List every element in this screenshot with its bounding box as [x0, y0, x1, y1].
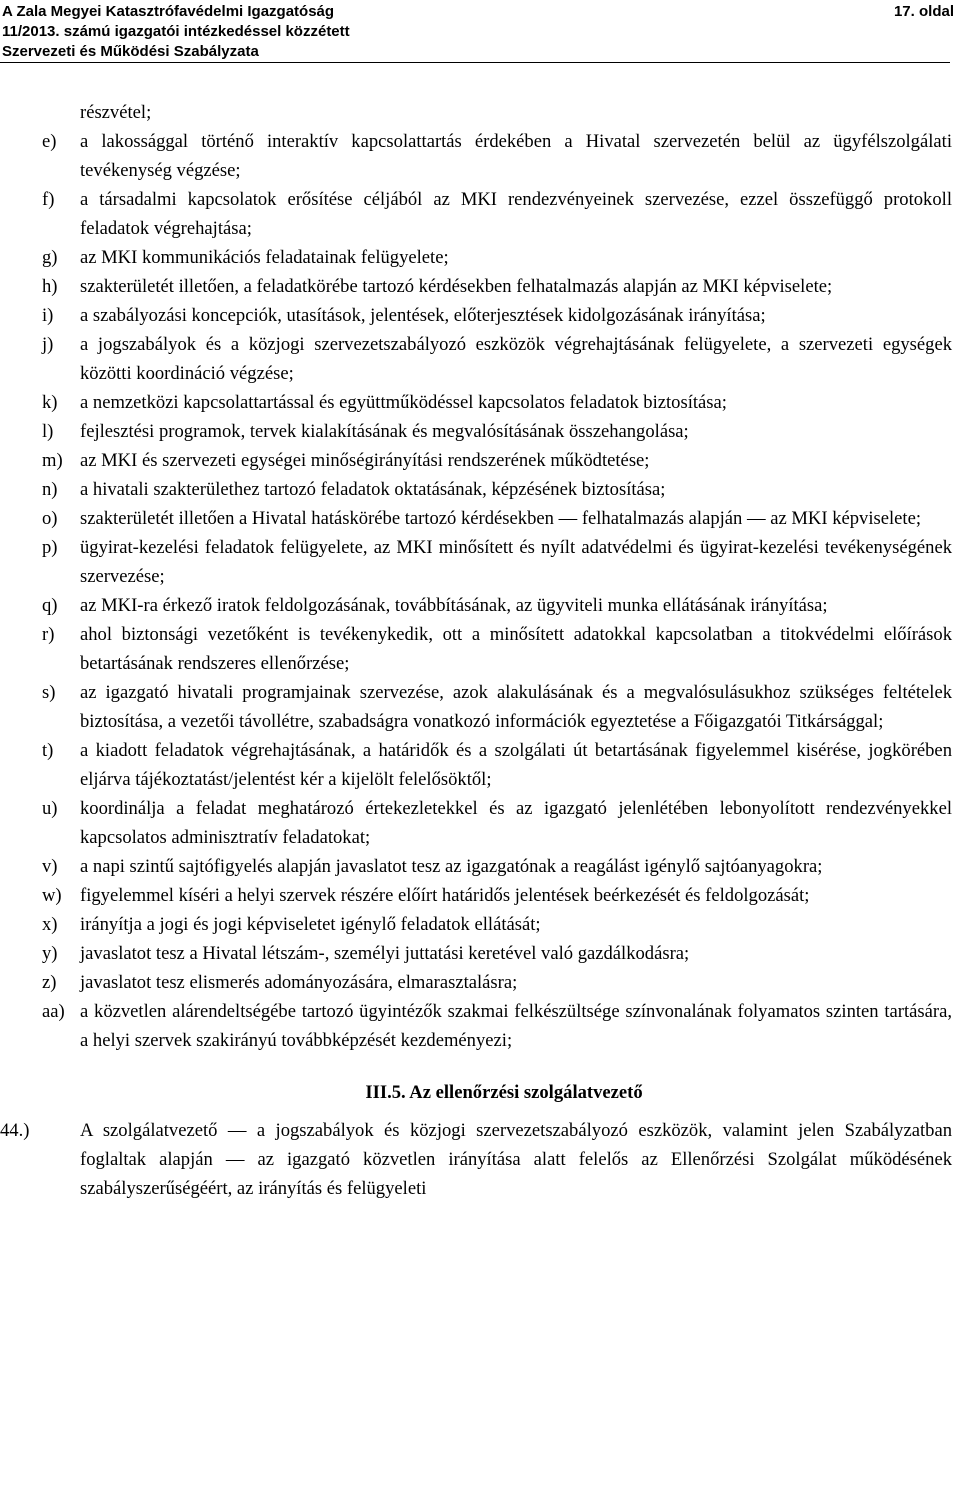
list-item — [42, 388, 952, 417]
list-item-text: ügyirat-kezelési feladatok felügyelete, az MKI minősített és nyílt adatvédelmi és ügyirat-kezelési tevékenységének szervezése; — [80, 537, 952, 587]
list-item — [42, 475, 952, 504]
list-item — [42, 678, 952, 736]
list-item-label: u) — [42, 798, 58, 819]
list-item-text: figyelemmel kíséri a helyi szervek részére előírt határidős jelentések beérkezését és feldolgozását; — [80, 885, 810, 906]
list-item — [42, 301, 952, 330]
list-item — [42, 794, 952, 852]
list-item-text: ahol biztonsági vezetőként is tevékenykedik, ott a minősített adatokkal kapcsolatban a titokvédelmi előírások betartásának rendszeres ellenőrzése; — [80, 624, 952, 674]
list-item-text: szakterületét illetően a Hivatal hatáskörébe tartozó kérdésekben — felhatalmazás alapján — az MKI képviselete; — [80, 508, 921, 529]
continuation-text: részvétel; — [80, 102, 152, 123]
list-item-label: z) — [42, 972, 57, 993]
list-item — [42, 185, 952, 243]
header-org-name: A Zala Megyei Katasztrófavédelmi Igazgatóság — [2, 3, 335, 20]
list-item-text: az MKI és szervezeti egységei minőségirányítási rendszerének működtetése; — [80, 450, 650, 471]
list-item-label: aa) — [42, 1001, 65, 1022]
task-list — [42, 127, 952, 1055]
header-line-2: 11/2013. számú igazgatói intézkedéssel közzétett — [2, 23, 350, 40]
list-item-text: a lakossággal történő interaktív kapcsolattartás érdekében a Hivatal szervezetén belül az ügyfélszolgálati tevékenység végzése; — [80, 131, 952, 181]
list-item-text: a napi szintű sajtófigyelés alapján javaslatot tesz az igazgatónak a reagálást igénylő sajtóanyagokra; — [80, 856, 823, 877]
list-item-text: irányítja a jogi és jogi képviseletet igénylő feladatok ellátását; — [80, 914, 541, 935]
list-item-text: koordinálja a feladat meghatározó értekezletekkel és az igazgató jelenlétében lebonyolított rendezvényekkel kapcsolatos adminisztratív feladatokat; — [80, 798, 952, 848]
paragraph-44 — [0, 1116, 952, 1203]
list-item-label: v) — [42, 856, 58, 877]
list-item — [42, 852, 952, 881]
header-line-1 — [2, 3, 954, 20]
list-item-text: a kiadott feladatok végrehajtásának, a határidők és a szolgálati út betartásának figyelemmel kisérése, jogkörében eljárva tájékoztatást/jelentést kér a kijelölt felelősöktől; — [80, 740, 952, 790]
header-line-3: Szervezeti és Működési Szabályzata — [2, 43, 259, 60]
list-item-label: g) — [42, 247, 58, 268]
list-item — [42, 620, 952, 678]
list-item-text: a társadalmi kapcsolatok erősítése céljából az MKI rendezvényeinek szervezése, ezzel összefüggő protokoll feladatok végrehajtása; — [80, 189, 952, 239]
list-item-text: a közvetlen alárendeltségébe tartozó ügyintézők szakmai felkészültsége színvonalának folyamatos szinten tartására, a helyi szervek szakirányú továbbképzését kezdeményezi; — [80, 1001, 952, 1051]
list-item — [42, 910, 952, 939]
list-item — [42, 330, 952, 388]
list-item-label: p) — [42, 537, 58, 558]
list-item-text: fejlesztési programok, tervek kialakításának és megvalósításának összehangolása; — [80, 421, 689, 442]
list-item — [42, 446, 952, 475]
list-item-label: n) — [42, 479, 58, 500]
list-item-label: j) — [42, 334, 54, 355]
list-item-label: o) — [42, 508, 58, 529]
list-item-text: szakterületét illetően, a feladatkörébe tartozó kérdésekben felhatalmazás alapján az MKI képviselete; — [80, 276, 833, 297]
list-item-text: javaslatot tesz elismerés adományozására, elmarasztalásra; — [80, 972, 518, 993]
list-item-text: a nemzetközi kapcsolattartással és együttműködéssel kapcsolatos feladatok biztosítása; — [80, 392, 727, 413]
list-item-text: a hivatali szakterülethez tartozó feladatok oktatásának, képzésének biztosítása; — [80, 479, 666, 500]
list-item — [42, 417, 952, 446]
list-item-label: s) — [42, 682, 56, 703]
list-item-label: m) — [42, 450, 63, 471]
list-item — [42, 272, 952, 301]
list-item-text: az MKI kommunikációs feladatainak felügyelete; — [80, 247, 449, 268]
section-heading: III.5. Az ellenőrzési szolgálatvezető — [365, 1082, 643, 1103]
list-item-label: q) — [42, 595, 58, 616]
list-item-label: k) — [42, 392, 58, 413]
list-item — [42, 127, 952, 185]
list-item — [42, 533, 952, 591]
list-item — [42, 997, 952, 1055]
list-item — [42, 504, 952, 533]
list-item-label: y) — [42, 943, 58, 964]
list-item-text: a jogszabályok és a közjogi szervezetszabályozó eszközök végrehajtásának felügyelete, a szervezeti egységek közötti koordináció végzése; — [80, 334, 952, 384]
list-item — [42, 939, 952, 968]
header-divider — [0, 62, 950, 63]
list-item — [42, 243, 952, 272]
list-item-text: az MKI-ra érkező iratok feldolgozásának, továbbításának, az ügyviteli munka ellátásának irányítása; — [80, 595, 828, 616]
list-item-label: r) — [42, 624, 55, 645]
list-item-label: t) — [42, 740, 54, 761]
list-item-label: i) — [42, 305, 54, 326]
list-item — [42, 736, 952, 794]
list-item-text: az igazgató hivatali programjainak szervezése, azok alakulásának és a megvalósulásukhoz szükséges feltételek biztosítása, a vezetői távollétre, szabadságra vonatkozó információk egyeztetése a Főigazgatói Titkársággal; — [80, 682, 952, 732]
list-item-label: l) — [42, 421, 54, 442]
list-item-label: f) — [42, 189, 55, 210]
list-item-label: h) — [42, 276, 58, 297]
list-item-text: javaslatot tesz a Hivatal létszám-, személyi juttatási keretével való gazdálkodásra; — [80, 943, 690, 964]
paragraph-text: A szolgálatvezető — a jogszabályok és közjogi szervezetszabályozó eszközök, valamint jelen Szabályzatban foglaltak alapján — az igazgató közvetlen irányítása alatt felelős az Ellenőrzési Szolgálat működésének szabályszerűségéért, az irányítás és felügyeleti — [80, 1120, 952, 1199]
paragraph-number: 44.) — [0, 1120, 30, 1141]
list-item — [42, 881, 952, 910]
list-item-text: a szabályozási koncepciók, utasítások, jelentések, előterjesztések kidolgozásának irányítása; — [80, 305, 766, 326]
page-number: 17. oldal — [893, 3, 954, 20]
list-item-label: x) — [42, 914, 58, 935]
list-item — [42, 591, 952, 620]
document-body — [0, 98, 952, 1203]
list-item-label: e) — [42, 131, 57, 152]
list-item — [42, 968, 952, 997]
list-item-label: w) — [42, 885, 62, 906]
